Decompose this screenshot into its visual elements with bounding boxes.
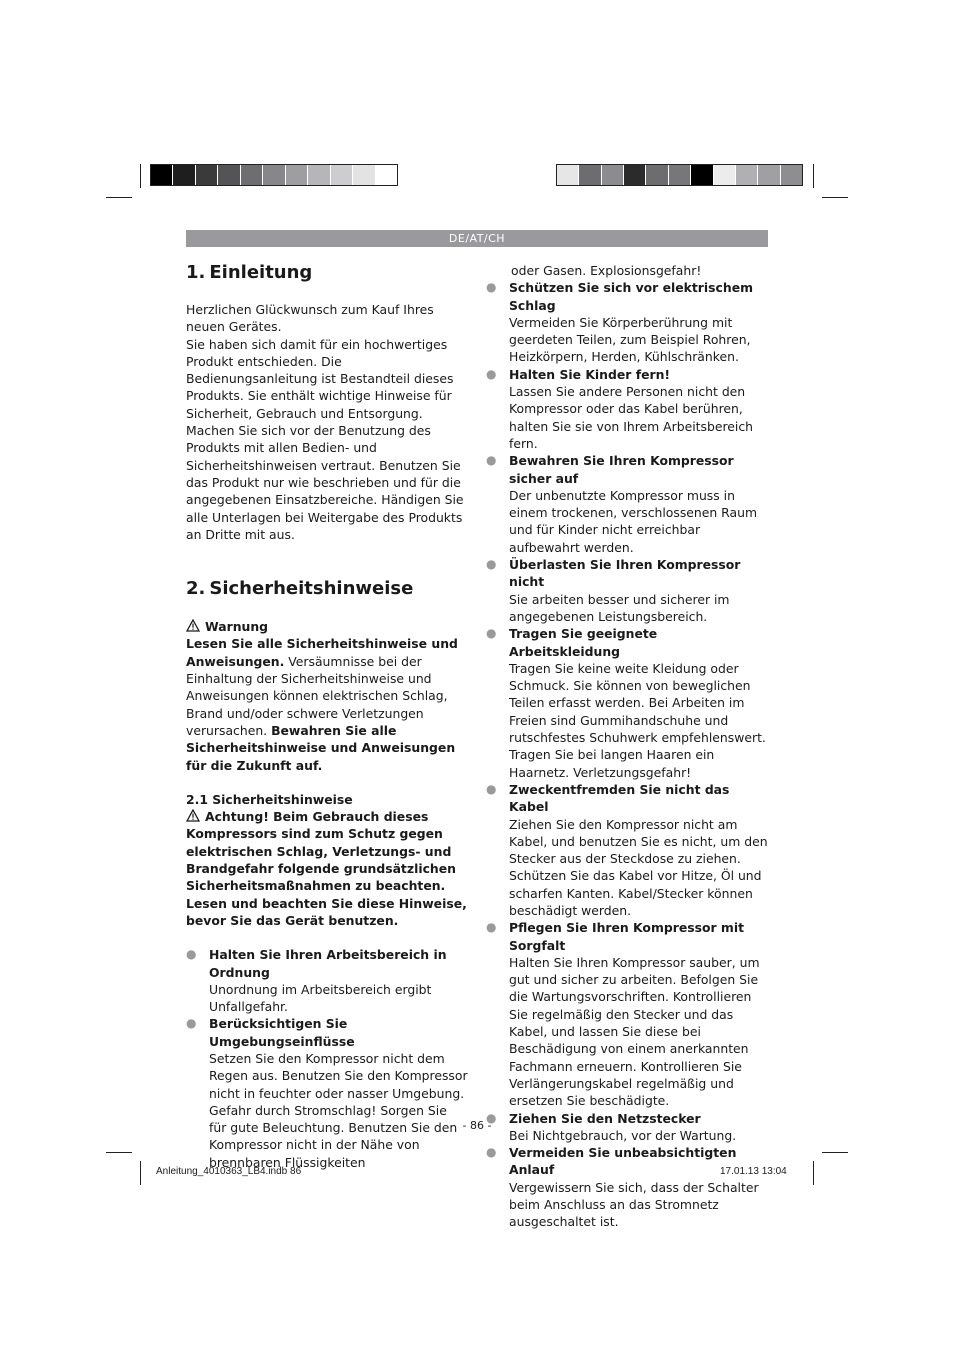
color-swatch <box>669 165 691 185</box>
color-swatch <box>579 165 601 185</box>
warning-text: Lesen Sie alle Sicherheitshinweise und Anweisungen. Versäumnisse bei der Einhaltung der Sicherheitshinweise und Anweisungen können elektrischen Schlag, Brand und/oder schwere Verletzungen verursachen. Bewahren Sie alle Sicherheitshinweise und Anweisungen für die Zukunft auf. <box>186 636 458 773</box>
list-item: ● Ziehen Sie den Netzstecker Bei Nichtgebrauch, vor der Wartung. <box>486 1110 737 1143</box>
list-item: ● Halten Sie Ihren Arbeitsbereich in Ordnung Unordnung im Arbeitsbereich ergibt Unfallgefahr. <box>186 947 447 1015</box>
color-swatch <box>353 165 375 185</box>
list-item: ● Halten Sie Kinder fern! Lassen Sie andere Personen nicht den Kompressor oder das Kabel berühren, halten Sie sie von Ihrem Arbeitsbereich fern. <box>486 366 754 451</box>
list-item: ● Bewahren Sie Ihren Kompressor sicher auf Der unbenutzte Kompressor muss in einem trockenen, verschlossenen Raum und für Kinder nicht erreichbar aufbewahrt werden. <box>486 453 758 555</box>
list-item: ● Schützen Sie sich vor elektrischem Schlag Vermeiden Sie Körperberührung mit geerdeten Teilen, zum Beispiel Rohren, Heizkörpern, Herden, Kühlschränken. <box>486 280 754 365</box>
crop-mark <box>813 164 814 188</box>
warning-triangle-icon <box>186 809 200 822</box>
right-column <box>486 262 769 1231</box>
color-swatch <box>308 165 330 185</box>
color-swatch <box>714 165 736 185</box>
subsection-title: 2.1 Sicherheitshinweise <box>186 791 353 807</box>
safety-list-left <box>186 946 468 1171</box>
safety-list-right <box>486 279 769 1230</box>
list-item: ● Berücksichtigen Sie Umgebungseinflüsse Setzen Sie den Kompressor nicht dem Regen aus. Benutzen Sie den Kompressor nicht in feuchter oder nasser Umgebung. Gefahr durch Stromschlag! Sorgen Sie für gute Beleuchtung. Benutzen Sie den Kompressor nicht in der Nähe von brennbaren Flüssigkeiten <box>186 1016 468 1170</box>
list-item: ● Vermeiden Sie unbeabsichtigten Anlauf Vergewissern Sie sich, dass der Schalter beim Anschluss an das Stromnetz ausgeschaltet ist. <box>486 1145 759 1230</box>
color-swatch <box>196 165 218 185</box>
color-swatch <box>241 165 263 185</box>
crop-mark <box>822 197 848 198</box>
section-title-einleitung: 1. Einleitung <box>186 262 313 283</box>
crop-mark <box>822 1152 848 1153</box>
crop-mark <box>106 1152 132 1153</box>
color-swatch <box>646 165 668 185</box>
color-swatch <box>218 165 240 185</box>
color-swatch <box>624 165 646 185</box>
color-swatch <box>173 165 195 185</box>
list-item: ● Tragen Sie geeignete Arbeitskleidung Tragen Sie keine weite Kleidung oder Schmuck. Sie können von beweglichen Teilen erfasst werden. Bei Arbeiten im Freien sind Gummihandschuhe und rutschfestes Schuhwerk empfehlenswert. Tragen Sie bei langen Haaren ein Haarnetz. Verletzungsgefahr! <box>486 626 766 780</box>
intro-paragraph-1: Herzlichen Glückwunsch zum Kauf Ihres neuen Gerätes. <box>186 302 434 335</box>
color-swatch <box>691 165 713 185</box>
list-item: ● Zweckentfremden Sie nicht das Kabel Ziehen Sie den Kompressor nicht am Kabel, und benutzen Sie es nicht, um den Stecker aus der Steckdose zu ziehen. Schützen Sie das Kabel vor Hitze, Öl und scharfen Kanten. Kabel/Stecker können beschädigt werden. <box>486 781 768 918</box>
left-column <box>186 262 468 1171</box>
warning-heading: Warnung <box>186 618 468 635</box>
crop-mark <box>106 197 132 198</box>
warning-triangle-icon <box>186 619 200 632</box>
list-item: ● Überlasten Sie Ihren Kompressor nicht Sie arbeiten besser und sicherer im angegebenen Leistungsbereich. <box>486 557 741 624</box>
color-calibration-strip-left <box>150 164 398 186</box>
color-swatch <box>758 165 780 185</box>
attention-text: Achtung! Beim Gebrauch dieses Kompressors sind zum Schutz gegen elektrischen Schlag, Verletzungs- und Brandgefahr folgende grundsätzlichen Sicherheitsmaßnahmen zu beachten. Lesen und beachten Sie diese Hinweise, bevor Sie das Gerät benutzen. <box>186 809 467 928</box>
footer-timestamp: 17.01.13 13:04 <box>720 1166 787 1177</box>
color-swatch <box>736 165 758 185</box>
color-swatch <box>557 165 579 185</box>
color-swatch <box>286 165 308 185</box>
intro-paragraph-2: Sie haben sich damit für ein hochwertiges Produkt entschieden. Die Bedienungsanleitung ist Bestandteil dieses Produkts. Sie enthält wichtige Hinweise für Sicherheit, Gebrauch und Entsorgung. Machen Sie sich vor der Benutzung des Produkts mit allen Bedien- und Sicherheitshinweisen vertraut. Benutzen Sie das Produkt nur wie beschrieben und für die angegebenen Einsatzbereiche. Händigen Sie alle Unterlagen bei Weitergabe des Produkts an Dritte mit aus. <box>186 336 464 542</box>
color-swatch <box>602 165 624 185</box>
region-header-bar: DE/AT/CH <box>186 230 768 247</box>
continuation-text: oder Gasen. Explosionsgefahr! <box>511 263 702 278</box>
color-swatch <box>331 165 353 185</box>
color-swatch <box>781 165 802 185</box>
crop-mark <box>140 164 141 188</box>
footer-filename: Anleitung_4010363_LB4.indb 86 <box>156 1166 302 1177</box>
section-title-sicherheitshinweise: 2. Sicherheitshinweise <box>186 578 414 600</box>
color-swatch <box>376 165 397 185</box>
list-item: ● Pflegen Sie Ihren Kompressor mit Sorgfalt Halten Sie Ihren Kompressor sauber, um gut und sicher zu arbeiten. Befolgen Sie die Wartungsvorschriften. Kontrollieren Sie regelmäßig den Stecker und das Kabel, und lassen Sie diese bei Beschädigung von einem anerkannten Fachmann erneuern. Kontrollieren Sie Verlängerungskabel regelmäßig und ersetzen Sie beschädigte. <box>486 920 760 1109</box>
crop-mark <box>813 1161 814 1185</box>
color-swatch <box>263 165 285 185</box>
color-swatch <box>151 165 173 185</box>
page-number: - 86 - <box>462 1119 492 1132</box>
color-calibration-strip-right <box>556 164 803 186</box>
crop-mark <box>140 1161 141 1185</box>
